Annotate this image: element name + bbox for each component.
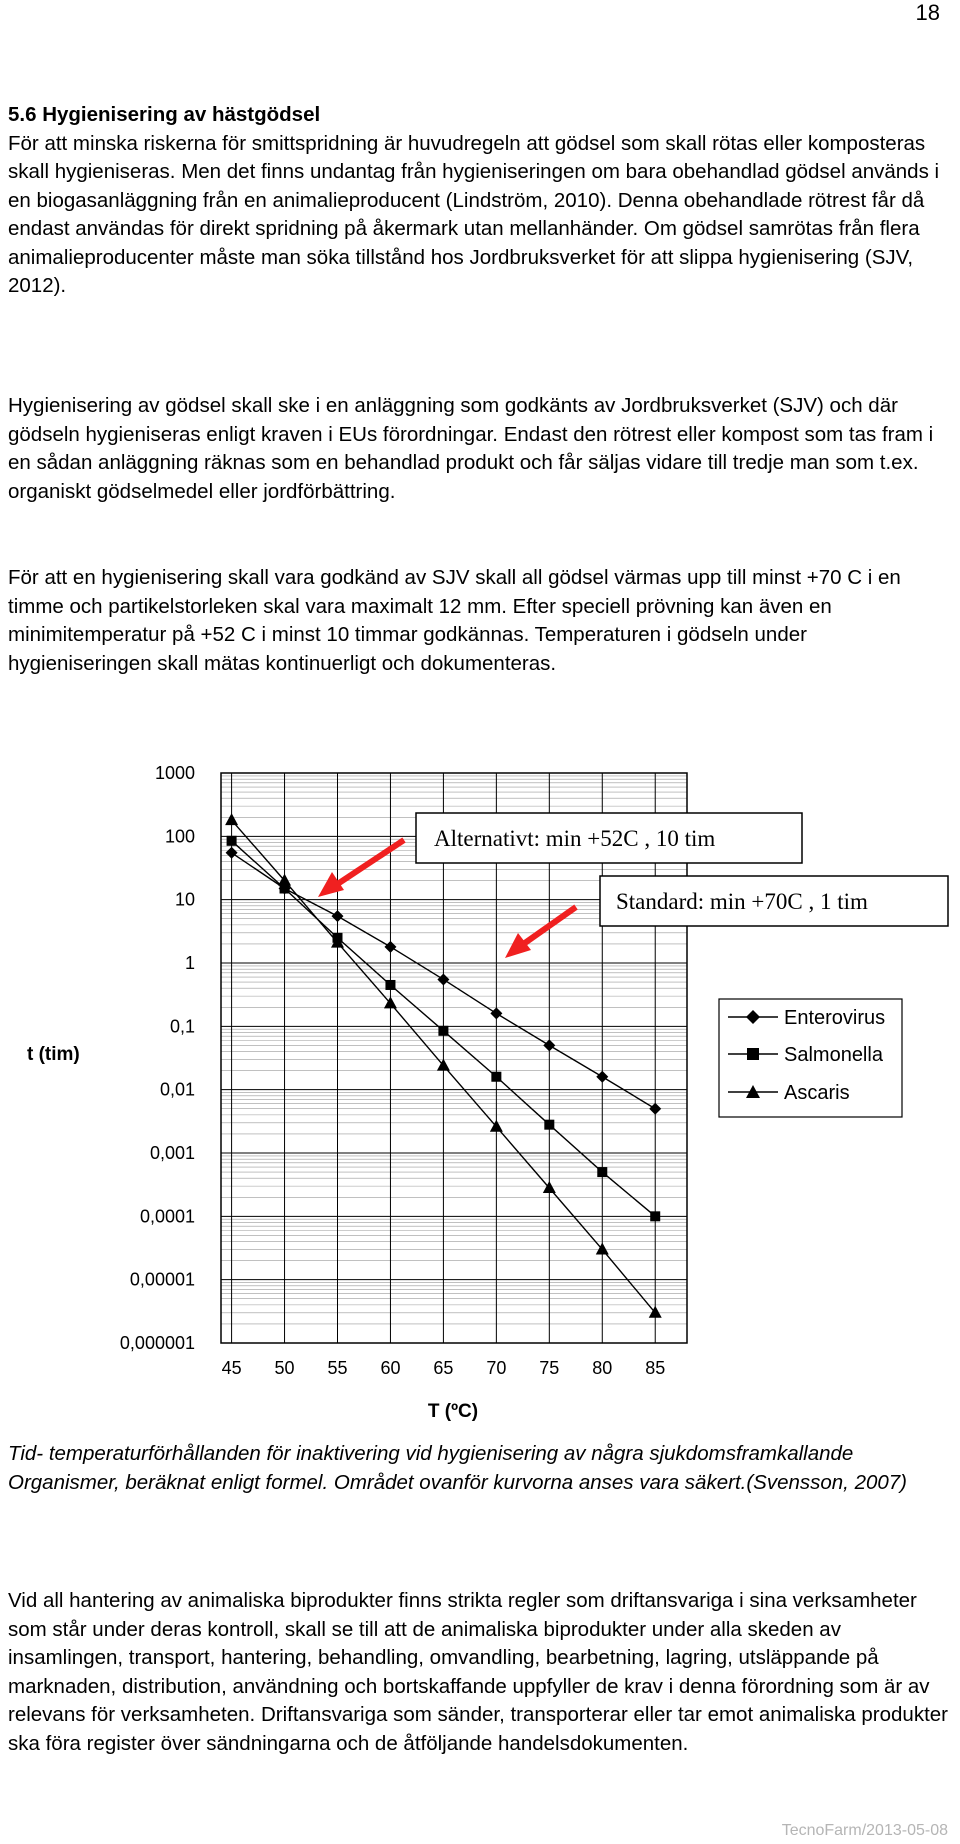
data-point-enterovirus: [332, 910, 344, 922]
data-point-salmonella: [227, 836, 237, 846]
y-tick-label: 0,00001: [129, 1269, 195, 1290]
data-point-salmonella: [438, 1026, 448, 1036]
data-point-salmonella: [544, 1120, 554, 1130]
y-tick-label: 1000: [154, 763, 195, 783]
section-heading: 5.6 Hygienisering av hästgödsel: [8, 103, 321, 126]
y-tick-label: 0,1: [169, 1016, 195, 1037]
page-number: 18: [915, 0, 940, 25]
y-tick-label: 10: [174, 889, 195, 910]
x-tick-labels: [222, 1358, 666, 1378]
data-point-enterovirus: [490, 1007, 502, 1019]
x-tick-label: 50: [274, 1358, 295, 1378]
data-point-enterovirus: [649, 1103, 661, 1115]
annotation-standard-text: Standard: min +70C , 1 tim: [616, 889, 868, 914]
y-tick-label: 0,01: [159, 1079, 195, 1100]
chart-legend: [719, 999, 902, 1117]
data-point-ascaris: [225, 813, 238, 825]
x-tick-label: 85: [645, 1358, 666, 1378]
data-point-enterovirus: [226, 847, 238, 859]
data-point-salmonella: [650, 1211, 660, 1221]
figure-caption: [8, 1440, 948, 1497]
annotation-alternative: [416, 813, 802, 863]
hygienization-chart: [0, 740, 960, 1440]
intro-section: [8, 101, 948, 301]
annotation-arrow-alternative: [318, 840, 404, 897]
x-tick-label: 45: [221, 1358, 242, 1378]
y-axis-title: t (tim): [27, 1044, 80, 1065]
data-point-enterovirus: [437, 973, 449, 985]
y-tick-labels: [120, 763, 195, 1353]
data-point-salmonella: [385, 980, 395, 990]
paragraph-2-block: [8, 392, 948, 506]
annotation-alternative-text: Alternativt: min +52C , 10 tim: [434, 826, 716, 851]
footer-stamp: TecnoFarm/2013-05-08: [781, 1822, 948, 1839]
data-point-salmonella: [491, 1072, 501, 1082]
annotation-standard: [600, 876, 948, 926]
arrow-alternative-head: [318, 872, 344, 897]
y-tick-label: 0,001: [149, 1143, 195, 1163]
legend-label-enterovirus: Enterovirus: [784, 1007, 886, 1029]
paragraph-3: För att en hygienisering skall vara godkänd av SJV skall all gödsel värmas upp till minst +70 C i en timme och partikelstorleken skal vara maximalt 12 mm. Efter speciell prövning kan även en minimitemperatur på +52 C i minst 10 timmar godkännas. Temperaturen i gödseln under hygieniseringen skall mätas kontinuerligt och dokumenteras.: [8, 566, 901, 675]
y-tick-label: 1: [184, 953, 195, 973]
y-tick-label: 0,000001: [119, 1333, 195, 1353]
arrow-alternative-shaft: [333, 840, 404, 887]
x-tick-label: 75: [539, 1358, 560, 1378]
data-point-enterovirus: [384, 941, 396, 953]
y-tick-label: 100: [164, 826, 195, 847]
paragraph-3-block: [8, 564, 948, 678]
x-tick-label: 65: [433, 1358, 454, 1378]
x-axis-title: T (ºC): [427, 1401, 479, 1422]
x-tick-label: 80: [592, 1358, 613, 1378]
figure-caption-text: Tid- temperaturförhållanden för inaktivering vid hygienisering av några sjukdomsframkallande Organismer, beräknat enligt formel. Området ovanför kurvorna anses vara säkert.(Svensson, 2007): [8, 1442, 908, 1494]
legend-label-ascaris: Ascaris: [784, 1082, 850, 1104]
closing-section: [8, 1587, 948, 1758]
data-point-enterovirus: [596, 1071, 608, 1083]
y-tick-label: 0,0001: [139, 1206, 195, 1227]
x-tick-label: 70: [486, 1358, 507, 1378]
arrow-standard-head: [505, 933, 531, 958]
legend-label-salmonella: Salmonella: [784, 1044, 883, 1066]
data-point-salmonella: [597, 1167, 607, 1177]
paragraph-2: Hygienisering av gödsel skall ske i en anläggning som godkänts av Jordbruksverket (SJV) och där gödseln hygieniseras enligt kraven i EUs förordningar. Endast den rötrest eller kompost som tas fram i en sådan anläggning räknas som en behandlad produkt och får säljas vidare till tredje man som t.ex. organiskt gödselmedel eller jordförbättring.: [8, 394, 934, 503]
closing-paragraph: Vid all hantering av animaliska biprodukter finns strikta regler som driftansvariga i sina verksamheter som står under deras kontroll, skall se till att de animaliska biprodukter under alla skeden av insamlingen, transport, hantering, behandling, omvandling, bearbetning, lagring, utsläppande på marknaden, distribution, användning och bortskaffande uppfyller de krav i denna förordning som är av relevans för verksamheten. Driftansvariga som sänder, transporterar eller tar emot animaliska produkter ska föra register över sändningarna och de åtföljande handelsdokumenten.: [8, 1589, 948, 1755]
legend-marker-salmonella: [747, 1048, 759, 1060]
x-tick-label: 55: [327, 1358, 348, 1378]
x-tick-label: 60: [380, 1358, 401, 1378]
paragraph-1: För att minska riskerna för smittspridning är huvudregeln att gödsel som skall rötas eller komposteras skall hygieniseras. Men det finns undantag från hygieniseringen om bara obehandlad gödsel används i en biogasanläggning från en animalieproducent (Lindström, 2010). Denna obehandlade rötrest får då endast användas för direkt spridning på åkermark utan mellanhänder. Om gödsel samrötas från flera animalieproducenter måste man söka tillstånd hos Jordbruksverket för att slippa hygienisering (SJV, 2012).: [8, 131, 940, 297]
data-point-enterovirus: [543, 1039, 555, 1051]
